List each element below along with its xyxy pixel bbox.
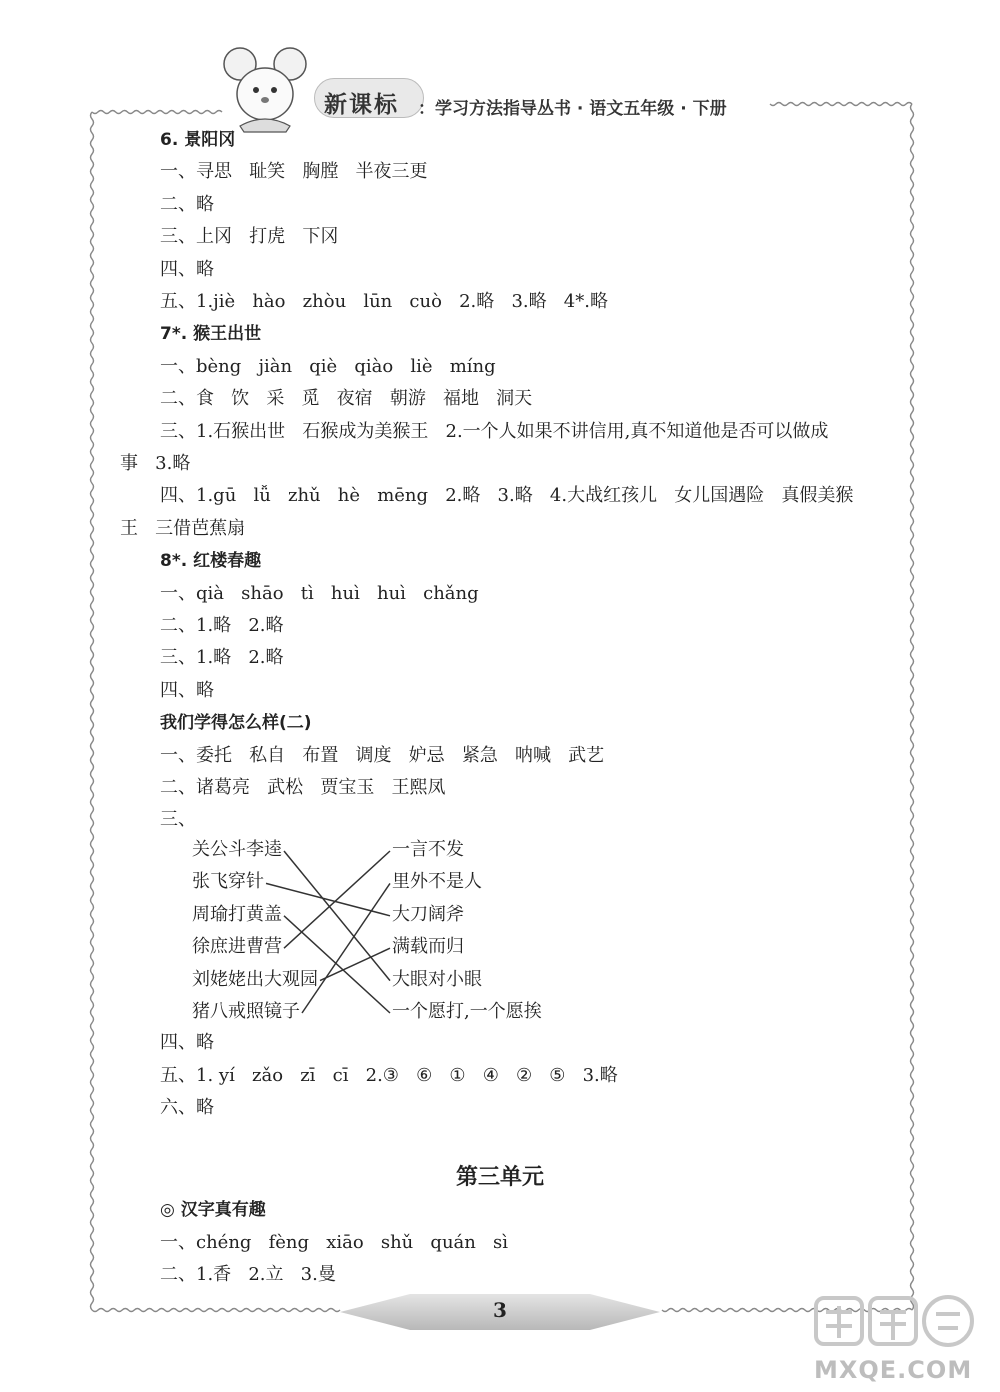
answer-line: 二、食 饮 采 觅 夜宿 朝游 福地 洞天 — [160, 388, 533, 410]
page-number: 3 — [493, 1298, 507, 1322]
answer-line: 二、诸葛亮 武松 贾宝玉 王熙凤 — [160, 777, 446, 798]
answer-line: 一、寻思 耻笑 胸膛 半夜三更 — [160, 161, 428, 183]
match-connector-line — [302, 883, 390, 1013]
series-brand: 新课标 — [324, 92, 399, 118]
answer-line: 四、略 — [160, 1032, 214, 1053]
unit-title: 第三单元 — [455, 1165, 544, 1190]
series-subtitle: ：学习方法指导丛书 · 语文五年级 · 下册 — [418, 99, 727, 119]
answer-line: 三、1.略 2.略 — [160, 647, 284, 669]
section-heading: 6. 景阳冈 — [160, 130, 236, 150]
watermark-text: MXQE.COM — [814, 1356, 973, 1384]
answer-line: 二、1.香 2.立 3.曼 — [160, 1264, 336, 1285]
match-connector-line — [320, 948, 390, 980]
answer-line: 二、1.略 2.略 — [160, 615, 284, 636]
answer-line: 四、略 — [160, 679, 214, 701]
section-heading: 7*. 猴王出世 — [160, 324, 262, 345]
match-left-item: 徐庶进曹营 — [192, 936, 282, 958]
answer-line: 三、1.石猴出世 石猴成为美猴王 2.一个人如果不讲信用,真不知道他是否可以做成 — [160, 420, 829, 442]
match-left-item: 猪八戒照镜子 — [192, 1001, 300, 1022]
match-right-item: 里外不是人 — [392, 871, 482, 893]
answer-line: 五、1.jiè hào zhòu lūn cuò 2.略 3.略 4*.略 — [160, 291, 608, 312]
section-heading: ◎ 汉字真有趣 — [160, 1200, 266, 1220]
answer-line: 六、略 — [160, 1097, 214, 1118]
answer-line: 王 三借芭蕉扇 — [120, 517, 246, 539]
match-right-item: 大眼对小眼 — [392, 968, 482, 990]
answer-line: 一、bèng jiàn qiè qiào liè míng — [160, 355, 496, 377]
answer-line: 三、 — [160, 809, 196, 831]
match-right-item: 大刀阔斧 — [392, 903, 464, 925]
answer-line: 二、略 — [160, 193, 214, 215]
section-heading: 我们学得怎么样(二) — [160, 713, 312, 734]
match-connector-line — [284, 851, 390, 948]
match-right-item: 一个愿打,一个愿挨 — [392, 1001, 542, 1022]
answer-line: 一、chéng fèng xiāo shǔ quán sì — [160, 1231, 509, 1253]
match-left-item: 周瑜打黄盖 — [192, 903, 282, 925]
match-left-item: 关公斗李逵 — [192, 839, 282, 860]
match-left-item: 张飞穿针 — [192, 871, 264, 893]
answer-line: 三、上冈 打虎 下冈 — [160, 226, 339, 248]
page-number-badge — [340, 1290, 660, 1334]
match-left-item: 刘姥姥出大观园 — [192, 968, 318, 990]
answer-line: 一、委托 私自 布置 调度 妒忌 紧急 呐喊 武艺 — [160, 744, 605, 766]
answer-line: 事 3.略 — [120, 453, 191, 474]
answer-line: 四、1.gū lǚ zhǔ hè mēng 2.略 3.略 4.大战红孩儿 女儿国遇险 真假美猴 — [160, 485, 854, 507]
section-heading: 8*. 红楼春趣 — [160, 551, 262, 572]
match-right-item: 满载而归 — [392, 936, 464, 958]
answer-line: 四、略 — [160, 258, 214, 280]
match-right-item: 一言不发 — [392, 839, 464, 860]
answer-line: 一、qià shāo tì huì huì chǎng — [160, 582, 479, 604]
match-connector-line — [284, 916, 390, 1013]
answer-line: 五、1. yí zǎo zī cī 2.③ ⑥ ① ④ ② ⑤ 3.略 — [160, 1064, 618, 1086]
